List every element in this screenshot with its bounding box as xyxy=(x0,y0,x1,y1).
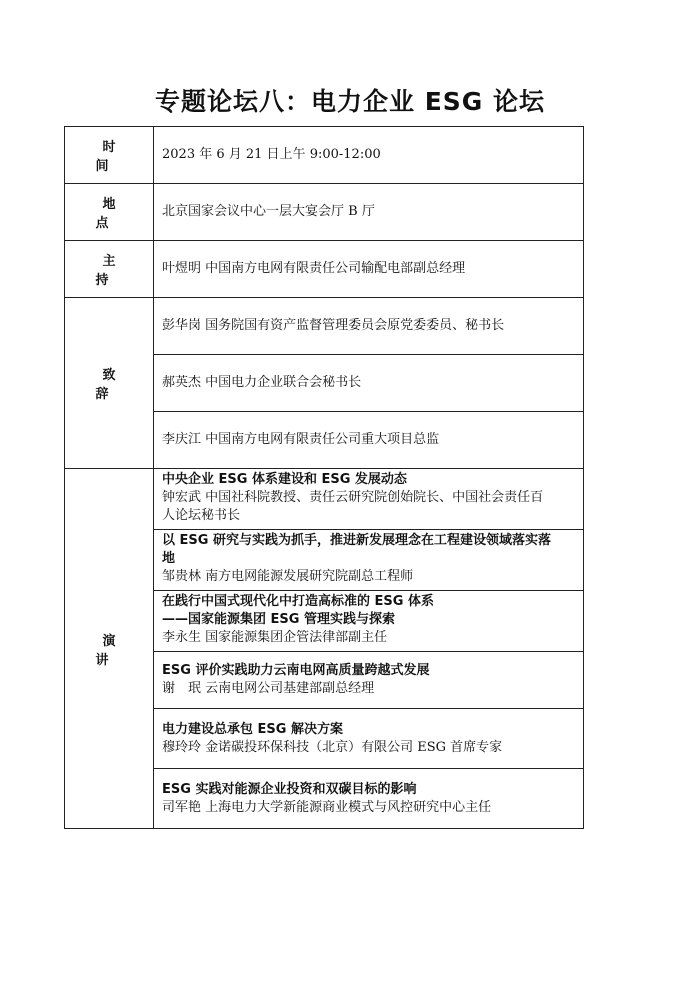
speech-title: ——国家能源集团 ESG 管理实践与探索 xyxy=(162,612,395,627)
speech-speaker: 司军艳 上海电力大学新能源商业模式与风控研究中心主任 xyxy=(162,800,492,815)
host-value: 叶煜明 中国南方电网有限责任公司输配电部副总经理 xyxy=(154,241,584,298)
speech-item xyxy=(154,530,584,591)
speech-speaker: 谢 珉 云南电网公司基建部副总经理 xyxy=(162,681,375,696)
speech-speaker: 穆玲玲 金诺碳投环保科技（北京）有限公司 ESG 首席专家 xyxy=(162,740,503,755)
greeting-item: 郝英杰 中国电力企业联合会秘书长 xyxy=(154,355,584,412)
speech-speaker: 邹贵林 南方电网能源发展研究院副总工程师 xyxy=(162,569,414,584)
greeting-item: 彭华岗 国务院国有资产监督管理委员会原党委委员、秘书长 xyxy=(154,298,584,355)
speech-row xyxy=(65,469,584,530)
speech-speaker: 钟宏武 中国社科院教授、责任云研究院创始院长、中国社会责任百 xyxy=(162,490,544,505)
greeting-row xyxy=(65,298,584,355)
greeting-item: 李庆江 中国南方电网有限责任公司重大项目总监 xyxy=(154,412,584,469)
speech-title: 以 ESG 研究与实践为抓手，推进新发展理念在工程建设领域落实落 xyxy=(162,533,551,548)
speeches-label: 演 讲 xyxy=(65,469,154,829)
venue-value: 北京国家会议中心一层大宴会厅 B 厅 xyxy=(154,184,584,241)
speech-speaker: 人论坛秘书长 xyxy=(162,508,241,523)
time-row xyxy=(65,127,584,184)
speech-title: ESG 评价实践助力云南电网高质量跨越式发展 xyxy=(162,663,430,678)
time-label: 时 间 xyxy=(65,127,154,184)
speech-item xyxy=(154,469,584,530)
speech-item xyxy=(154,769,584,829)
host-row xyxy=(65,241,584,298)
speech-item xyxy=(154,591,584,652)
speech-title: 中央企业 ESG 体系建设和 ESG 发展动态 xyxy=(162,472,407,487)
speech-title: ESG 实践对能源企业投资和双碳目标的影响 xyxy=(162,782,417,797)
page-title: 专题论坛八：电力企业 ESG 论坛 xyxy=(154,87,545,116)
speech-item xyxy=(154,652,584,709)
greetings-label: 致 辞 xyxy=(65,298,154,469)
venue-label: 地 点 xyxy=(65,184,154,241)
speech-speaker: 李永生 国家能源集团企管法律部副主任 xyxy=(162,630,388,645)
time-value: 2023 年 6 月 21 日上午 9:00-12:00 xyxy=(154,127,584,184)
host-label: 主 持 xyxy=(65,241,154,298)
speech-title: 在践行中国式现代化中打造高标准的 ESG 体系 xyxy=(162,594,434,609)
speech-item xyxy=(154,709,584,769)
speech-title: 电力建设总承包 ESG 解决方案 xyxy=(162,722,343,737)
agenda-table xyxy=(64,126,584,829)
venue-row xyxy=(65,184,584,241)
speech-title: 地 xyxy=(162,551,176,566)
